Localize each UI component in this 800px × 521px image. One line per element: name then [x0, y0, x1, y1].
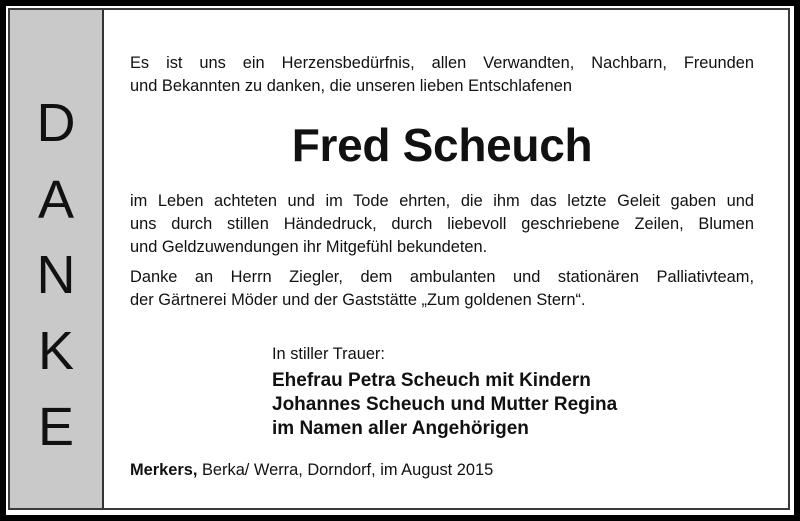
thanks-line: im Leben achteten und im Tode ehrten, die ihm das letzte Geleit gaben und	[130, 192, 754, 210]
notice-box	[8, 8, 790, 510]
special-thanks-line: der Gärtnerei Möder und der Gaststätte „Zum goldenen Stern“.	[130, 291, 586, 309]
mourner-line: Johannes Scheuch und Mutter Regina	[272, 394, 618, 415]
sidebar-letter-a: A	[37, 170, 75, 230]
place-bold: Merkers,	[130, 461, 198, 479]
notice-content	[130, 10, 774, 508]
deceased-name: Fred Scheuch	[291, 119, 593, 171]
mourner-line: Ehefrau Petra Scheuch mit Kindern	[272, 370, 591, 391]
thanks-line: uns durch stillen Händedruck, durch liebevoll geschriebene Zeilen, Blumen	[130, 215, 754, 233]
place-and-date	[130, 459, 493, 481]
intro-paragraph	[130, 52, 754, 98]
special-thanks-line: Danke an Herrn Ziegler, dem ambulanten und stationären Palliativteam,	[130, 268, 754, 286]
sidebar-letter-e: E	[37, 397, 75, 457]
mourners-list	[272, 369, 617, 441]
place-rest: Berka/ Werra, Dorndorf, im August 2015	[197, 461, 494, 479]
thanks-line: und Geldzuwendungen ihr Mitgefühl bekundeten.	[130, 238, 488, 256]
special-thanks-paragraph	[130, 266, 754, 312]
sidebar-letter-n: N	[36, 245, 76, 305]
intro-line: und Bekannten zu danken, die unseren lieben Entschlafenen	[130, 77, 572, 95]
intro-line: Es ist uns ein Herzensbedürfnis, allen Verwandten, Nachbarn, Freunden	[130, 54, 754, 72]
sidebar-letter-k: K	[37, 321, 75, 381]
thanks-paragraph	[130, 190, 754, 259]
mourning-intro: In stiller Trauer:	[272, 345, 385, 363]
mourner-line: im Namen aller Angehörigen	[272, 418, 529, 439]
danke-sidebar	[10, 10, 104, 508]
sidebar-letter-d: D	[36, 93, 76, 153]
